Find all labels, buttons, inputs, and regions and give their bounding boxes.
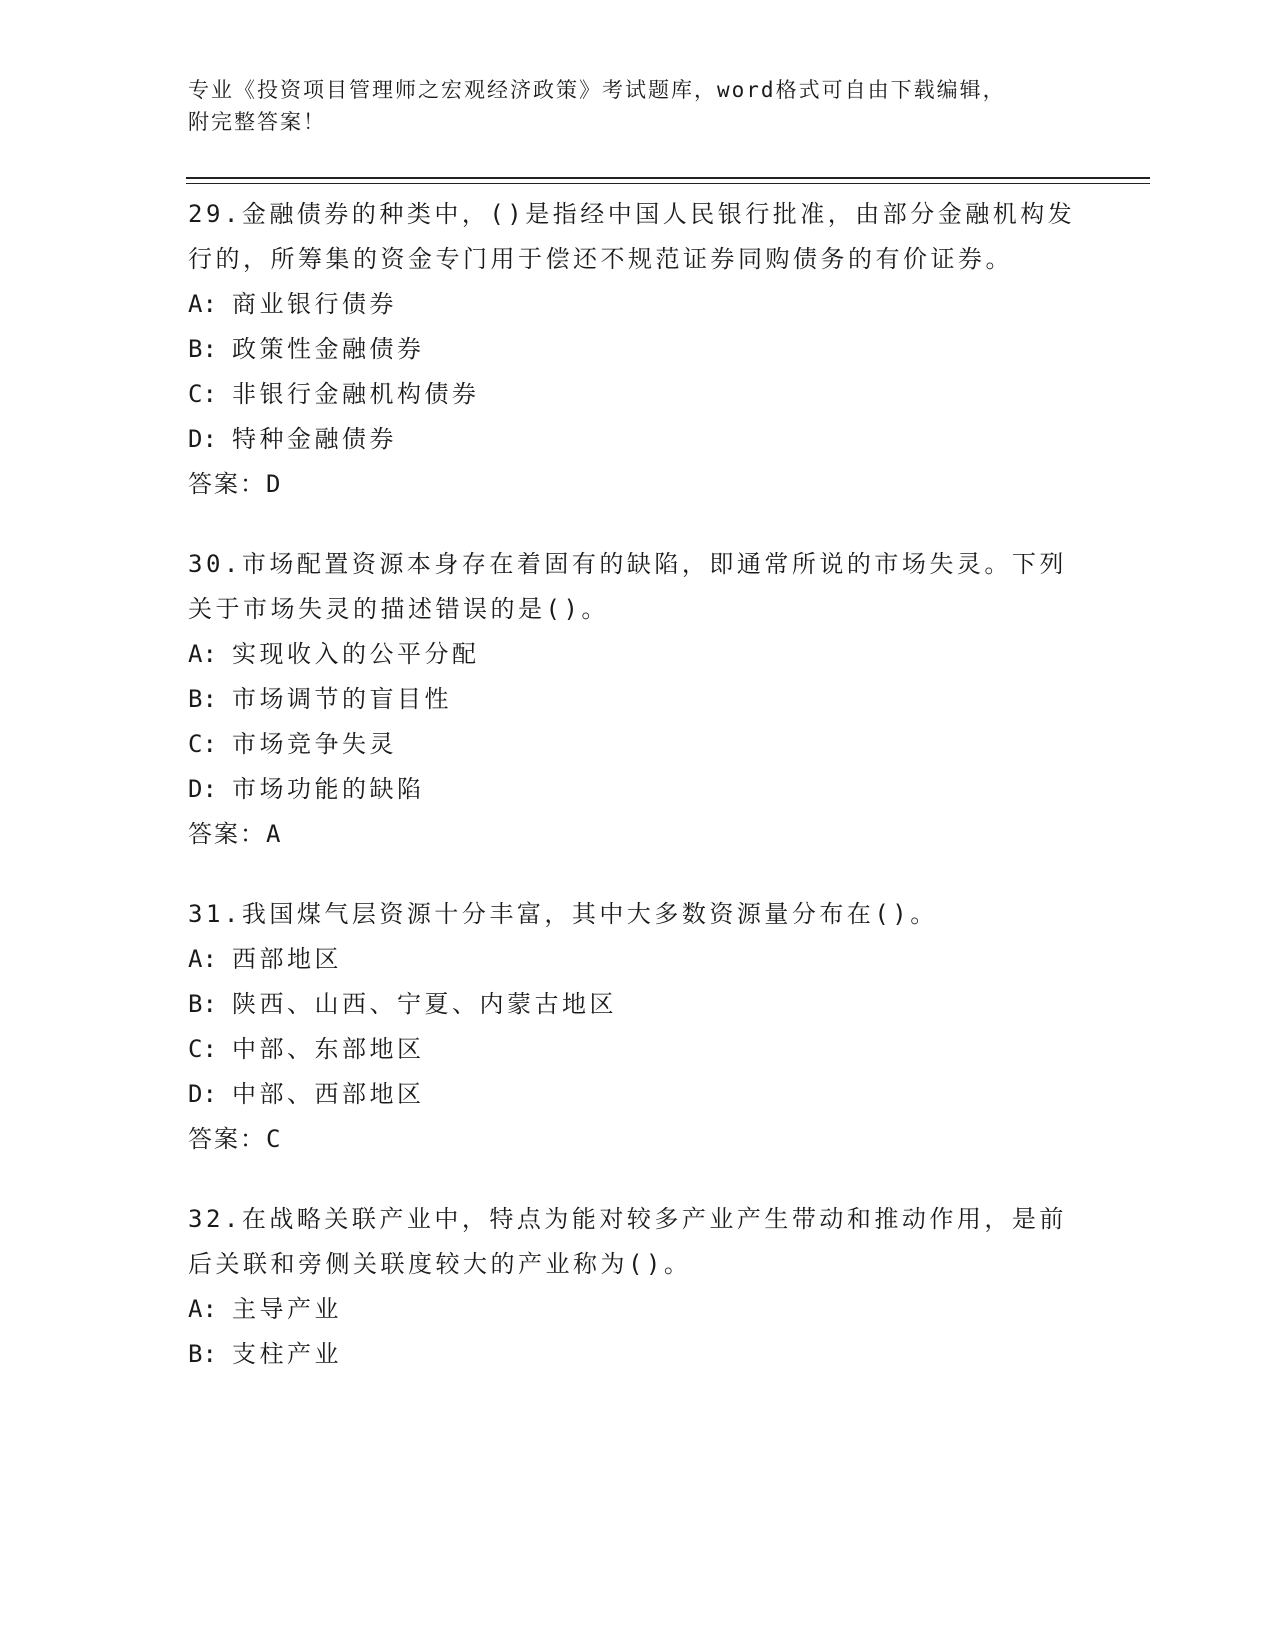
option-b: [188, 1332, 1088, 1377]
option-letter: D:: [188, 1080, 217, 1108]
option-letter: A:: [188, 945, 217, 973]
option-a: [188, 282, 1088, 327]
option-letter: B:: [188, 685, 217, 713]
question-stem: 31.我国煤气层资源十分丰富，其中大多数资源量分布在()。: [188, 900, 938, 928]
option-a: [188, 632, 1088, 677]
option-letter: A:: [188, 1295, 217, 1323]
option-letter: C:: [188, 380, 217, 408]
question-29: [188, 192, 1088, 507]
option-letter: A:: [188, 640, 217, 668]
option-a: [188, 1287, 1088, 1332]
option-letter: B:: [188, 990, 217, 1018]
option-c: [188, 722, 1088, 767]
option-letter: C:: [188, 730, 217, 758]
option-d: [188, 1072, 1088, 1117]
question-30: [188, 542, 1088, 857]
question-stem: 29.金融债券的种类中，()是指经中国人民银行批准，由部分金融机构发行的，所筹集的资金专门用于偿还不规范证券同购债务的有价证券。: [188, 200, 1076, 273]
option-text: 商业银行债券: [232, 290, 397, 318]
question-stem: 32.在战略关联产业中，特点为能对较多产业产生带动和推动作用，是前后关联和旁侧关联度较大的产业称为()。: [188, 1205, 1067, 1278]
option-text: 中部、西部地区: [232, 1080, 425, 1108]
option-text: 市场调节的盲目性: [232, 685, 452, 713]
option-letter: B:: [188, 335, 217, 363]
option-d: [188, 767, 1088, 812]
option-d: [188, 417, 1088, 462]
option-text: 中部、东部地区: [232, 1035, 425, 1063]
option-letter: A:: [188, 290, 217, 318]
option-b: [188, 982, 1088, 1027]
answer-line: 答案：D: [188, 470, 283, 498]
question-stem: 30.市场配置资源本身存在着固有的缺陷，即通常所说的市场失灵。下列关于市场失灵的描述错误的是()。: [188, 550, 1067, 623]
option-text: 陕西、山西、宁夏、内蒙古地区: [232, 990, 617, 1018]
header-line-1: 专业《投资项目管理师之宏观经济政策》考试题库，word格式可自由下载编辑，: [188, 78, 1006, 102]
header-divider-thick: [186, 177, 1150, 179]
option-letter: D:: [188, 425, 217, 453]
option-text: 支柱产业: [232, 1340, 342, 1368]
option-text: 非银行金融机构债券: [232, 380, 480, 408]
option-text: 市场功能的缺陷: [232, 775, 425, 803]
option-text: 主导产业: [232, 1295, 342, 1323]
option-letter: D:: [188, 775, 217, 803]
document-header: [188, 74, 1088, 138]
option-letter: B:: [188, 1340, 217, 1368]
header-divider-thin: [186, 183, 1150, 184]
option-text: 特种金融债券: [232, 425, 397, 453]
option-a: [188, 937, 1088, 982]
header-line-2: 附完整答案！: [188, 110, 326, 134]
option-text: 政策性金融债券: [232, 335, 425, 363]
option-text: 实现收入的公平分配: [232, 640, 480, 668]
option-text: 市场竞争失灵: [232, 730, 397, 758]
option-b: [188, 327, 1088, 372]
answer-line: 答案：A: [188, 820, 283, 848]
option-c: [188, 1027, 1088, 1072]
option-b: [188, 677, 1088, 722]
option-letter: C:: [188, 1035, 217, 1063]
question-32: [188, 1197, 1088, 1377]
question-list: [188, 192, 1088, 1412]
option-c: [188, 372, 1088, 417]
option-text: 西部地区: [232, 945, 342, 973]
answer-line: 答案：C: [188, 1125, 283, 1153]
question-31: [188, 892, 1088, 1162]
